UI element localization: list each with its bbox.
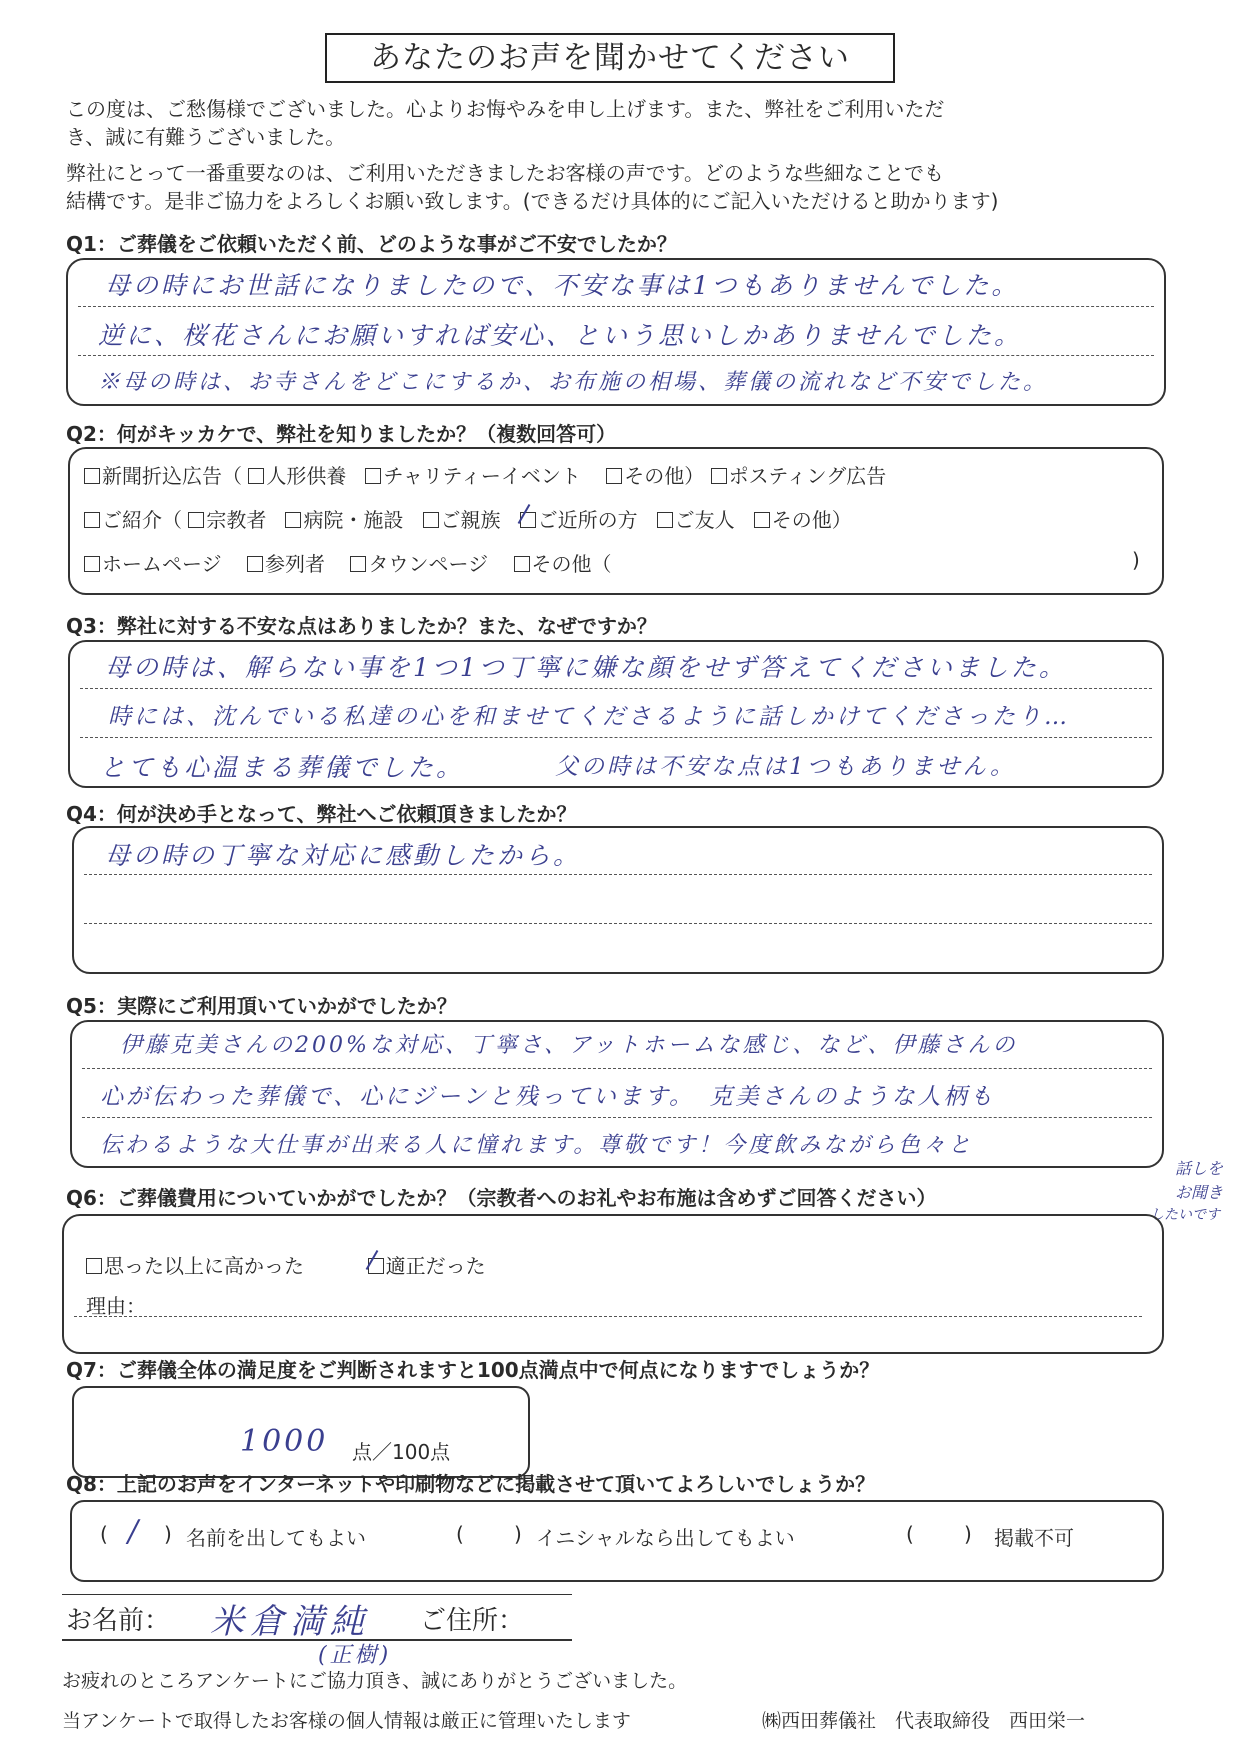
q2-row-3: [84, 548, 612, 577]
intro-line-4: 結構です。是非ご協力をよろしくお願い致します。(できるだけ具体的にご記入いただけると助かります): [66, 189, 999, 213]
q3-answer-line-1: 母の時は、解らない事を1つ1つ丁寧に嫌な顔をせず答えてくださいました。: [105, 653, 1067, 682]
intro-line-1: この度は、ご愁傷様でございました。心よりお悔やみを申し上げます。また、弊社をご利用いただ: [66, 97, 945, 121]
option-other-label: その他（: [531, 552, 612, 576]
q8-opt1-close-paren: ): [164, 1522, 172, 1546]
q8-opt3-open-paren[interactable]: (: [906, 1522, 914, 1546]
q8-opt2-close-paren: ): [514, 1522, 522, 1546]
q5-margin-note-3: したいです: [1150, 1207, 1220, 1223]
q5-answer-line-1: 伊藤克美さんの200%な対応、丁寧さ、アットホームな感じ、など、伊藤さんの: [120, 1033, 1018, 1058]
checkbox-doll-memorial[interactable]: [248, 468, 264, 484]
option-cost-high-label: 思った以上に高かった: [104, 1254, 304, 1278]
footer-thanks: お疲れのところアンケートにご協力頂き、誠にありがとうございました。: [62, 1670, 688, 1692]
q8-opt2-label: イニシャルなら出してもよい: [536, 1526, 795, 1550]
checkbox-referral[interactable]: [84, 512, 100, 528]
option-charity-event-label: チャリティーイベント: [383, 464, 581, 488]
option-newspaper-label: 新聞折込広告（: [102, 464, 242, 488]
option-homepage-label: ホームページ: [102, 552, 222, 576]
checkbox-townpage[interactable]: [350, 556, 366, 572]
address-label: ご住所：: [420, 1606, 525, 1636]
q6-options: [86, 1250, 486, 1279]
intro-line-2: き、誠に有難うございました。: [66, 125, 346, 149]
option-cost-fair-label: 適正だった: [385, 1254, 486, 1278]
q2-row-2: [84, 504, 852, 533]
name-label: お名前：: [66, 1606, 171, 1636]
option-townpage-label: タウンページ: [368, 552, 489, 576]
q4-label: Q4：何が決め手となって、弊社へご依頼頂きましたか？: [66, 802, 577, 826]
q3-answer-line-4: 父の時は不安な点は1つもありません。: [555, 754, 1017, 780]
page-title: あなたのお声を聞かせてください: [325, 33, 895, 83]
option-hospital-label: 病院・施設: [303, 508, 404, 532]
option-referral-label: ご紹介（: [102, 508, 182, 532]
q4-answer-line-1: 母の時の丁寧な対応に感動したから。: [105, 841, 582, 870]
checkbox-cost-high[interactable]: [86, 1258, 102, 1274]
checkbox-newspaper[interactable]: [84, 468, 100, 484]
footer-privacy: 当アンケートで取得したお客様の個人情報は厳正に管理いたします: [62, 1710, 631, 1732]
q5-answer-line-3: 伝わるような大仕事が出来る人に憧れます。尊敬です！今度飲みながら色々と: [100, 1133, 974, 1158]
q8-opt3-close-paren: ): [964, 1522, 972, 1546]
q8-opt1-label: 名前を出してもよい: [186, 1526, 366, 1550]
option-doll-memorial-label: 人形供養: [266, 464, 347, 488]
q7-score-value: 1000: [240, 1424, 329, 1459]
checkbox-other-referral[interactable]: [754, 512, 770, 528]
q8-opt2-open-paren[interactable]: (: [456, 1522, 464, 1546]
option-posting-ad-label: ポスティング広告: [728, 464, 887, 488]
q3-label: Q3：弊社に対する不安な点はありましたか？また、なぜですか？: [66, 614, 657, 638]
q7-label: Q7：ご葬儀全体の満足度をご判断されますと100点満点中で何点になりますでしょうか？: [66, 1358, 880, 1382]
q1-answer-line-2: 逆に、桜花さんにお願いすれば安心、という思いしかありませんでした。: [98, 321, 1023, 350]
checkbox-neighbors[interactable]: [520, 512, 536, 528]
q8-label: Q8：上記のお声をインターネットや印刷物などに掲載させて頂いてよろしいでしょうか？: [66, 1472, 876, 1496]
name-note: (正樹): [318, 1643, 392, 1668]
q6-reason-label: 理由：: [86, 1294, 146, 1318]
footer-company: ㈱西田葬儀社 代表取締役 西田栄一: [762, 1710, 1086, 1732]
q6-answer-box: [62, 1214, 1164, 1354]
q2-row-1: [84, 460, 886, 489]
option-friends-label: ご友人: [674, 508, 735, 532]
q3-answer-line-3: とても心温まる葬儀でした。: [100, 753, 465, 782]
q5-label: Q5：実際にご利用頂いていかがでしたか？: [66, 994, 457, 1018]
q8-opt1-mark[interactable]: /: [128, 1514, 142, 1549]
checkbox-hospital[interactable]: [285, 512, 301, 528]
q3-answer-line-2: 時には、沈んでいる私達の心を和ませてくださるように話しかけてくださったり…: [108, 704, 1070, 730]
q5-margin-note-2: お聞き: [1175, 1183, 1224, 1202]
intro-line-3: 弊社にとって一番重要なのは、ご利用いただきましたお客様の声です。どのような些細なことでも: [66, 161, 944, 185]
option-attendee-label: 参列者: [265, 552, 326, 576]
q2-label: Q2：何がキッカケで、弊社を知りましたか？（複数回答可）: [66, 422, 617, 446]
name-value[interactable]: 米倉満純: [210, 1602, 370, 1642]
checkbox-religious[interactable]: [188, 512, 204, 528]
option-other-ad-label: その他）: [624, 464, 705, 488]
checkbox-charity-event[interactable]: [365, 468, 381, 484]
checkbox-attendee[interactable]: [247, 556, 263, 572]
option-neighbors-label: ご近所の方: [537, 508, 638, 532]
option-religious-label: 宗教者: [206, 508, 267, 532]
q8-opt1-open-paren: (: [100, 1522, 108, 1546]
q2-other-close-paren: ): [1132, 548, 1140, 572]
checkbox-relatives[interactable]: [423, 512, 439, 528]
q7-score-suffix: 点／100点: [352, 1440, 451, 1464]
q8-opt3-label: 掲載不可: [994, 1526, 1074, 1550]
checkbox-friends[interactable]: [657, 512, 673, 528]
q1-label: Q1：ご葬儀をご依頼いただく前、どのような事がご不安でしたか？: [66, 232, 677, 256]
option-other-referral-label: その他）: [771, 508, 852, 532]
q5-answer-line-2: 心が伝わった葬儀で、心にジーンと残っています。 克美さんのような人柄も: [100, 1084, 996, 1110]
option-relatives-label: ご親族: [440, 508, 501, 532]
checkbox-other-ad[interactable]: [606, 468, 622, 484]
q1-answer-line-1: 母の時にお世話になりましたので、不安な事は1つもありませんでした。: [105, 271, 1020, 300]
checkbox-cost-fair[interactable]: [368, 1258, 384, 1274]
checkbox-homepage[interactable]: [84, 556, 100, 572]
q6-label: Q6：ご葬儀費用についていかがでしたか？（宗教者へのお礼やお布施は含めずご回答ください）: [66, 1186, 937, 1210]
q5-margin-note-1: 話しを: [1175, 1159, 1224, 1178]
q1-answer-line-3: ※母の時は、お寺さんをどこにするか、お布施の相場、葬儀の流れなど不安でした。: [98, 370, 1049, 395]
checkbox-other[interactable]: [514, 556, 530, 572]
checkbox-posting-ad[interactable]: [711, 468, 727, 484]
